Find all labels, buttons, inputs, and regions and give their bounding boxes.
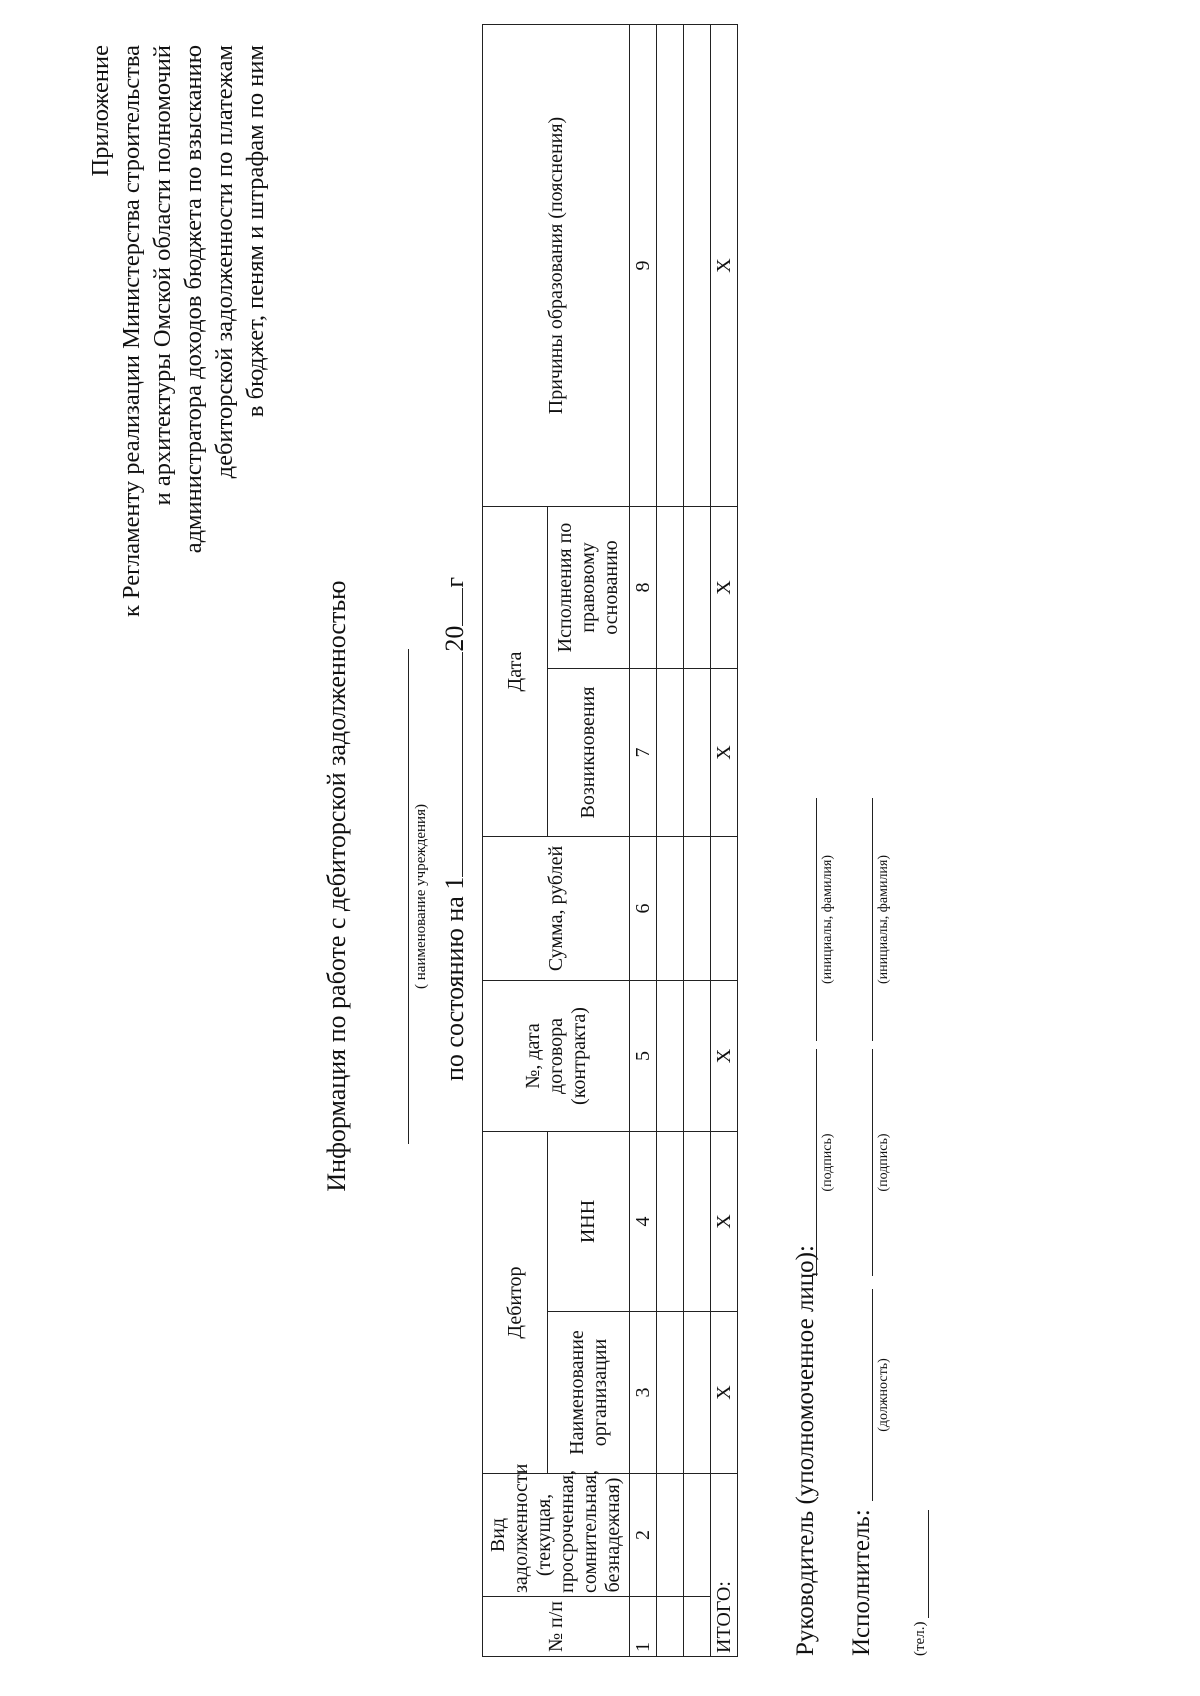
total-sum-cell[interactable] <box>711 837 738 981</box>
organization-name-line[interactable] <box>408 649 409 1144</box>
as-of-year: 20 <box>440 625 469 652</box>
executor-initials-caption: (инициалы, фамилия) <box>876 854 891 985</box>
header-reasons: Причины образования (пояснения) <box>483 25 630 507</box>
as-of-suffix: г <box>440 576 469 588</box>
total-row <box>711 25 738 1657</box>
executor-position-line[interactable] <box>872 1289 873 1501</box>
total-cell: X <box>711 1132 738 1312</box>
table-cell[interactable] <box>684 837 711 981</box>
as-of-day-month-blank[interactable] <box>438 652 463 877</box>
as-of-year-blank[interactable] <box>438 588 463 626</box>
col-number-cell: 2 <box>630 1474 657 1597</box>
col-number-cell: 1 <box>630 1597 657 1657</box>
appendix-line: и архитектуры Омской области полномочий <box>149 45 176 506</box>
table-cell[interactable] <box>684 981 711 1132</box>
table-header-row <box>483 25 548 1657</box>
table-row <box>684 25 711 1657</box>
organization-name-caption: ( наименование учреждения) <box>413 804 429 989</box>
header-debtor: Дебитор <box>483 1132 548 1474</box>
executor-signature-line[interactable] <box>872 1049 873 1276</box>
table-cell[interactable] <box>657 25 684 507</box>
header-date-exec: Исполнения по правовому основанию <box>548 507 630 669</box>
table-row <box>657 25 684 1657</box>
table-cell[interactable] <box>684 669 711 837</box>
header-num: № п/п <box>483 1597 630 1657</box>
header-debt-type: Вид задолженности (текущая, просроченная, сомнительная, безнадежная) <box>483 1474 630 1597</box>
executor-position-caption: (должность) <box>876 1358 891 1432</box>
total-label: ИТОГО: <box>711 1474 738 1657</box>
as-of-prefix: по состоянию на 1 <box>440 876 469 1081</box>
total-cell: X <box>711 25 738 507</box>
header-inn: ИНН <box>548 1132 630 1312</box>
appendix-line: в бюджет, пеням и штрафам по ним <box>242 45 269 418</box>
table-cell[interactable] <box>684 1312 711 1474</box>
col-number-cell: 3 <box>630 1312 657 1474</box>
table-cell[interactable] <box>684 507 711 669</box>
table-cell[interactable] <box>684 1474 711 1597</box>
header-contract: №, дата договора (контракта) <box>483 981 630 1132</box>
head-signature-line[interactable] <box>816 1049 817 1276</box>
appendix-line: к Регламенту реализации Министерства строительства <box>118 45 145 618</box>
table-cell[interactable] <box>657 1474 684 1597</box>
appendix-line: администратора доходов бюджета по взысканию <box>180 45 207 554</box>
document-title: Информация по работе с дебиторской задолженностью <box>322 580 351 1192</box>
header-org-name: Наименование организации <box>548 1312 630 1474</box>
table-cell[interactable] <box>657 837 684 981</box>
total-cell: X <box>711 507 738 669</box>
head-initials-line[interactable] <box>816 798 817 1041</box>
head-initials-caption: (инициалы, фамилия) <box>820 854 835 985</box>
phone-line[interactable] <box>928 1510 929 1618</box>
header-date: Дата <box>483 507 548 837</box>
table-cell[interactable] <box>684 1597 711 1657</box>
table-cell[interactable] <box>657 1597 684 1657</box>
col-number-cell: 6 <box>630 837 657 981</box>
total-cell: X <box>711 669 738 837</box>
executor-initials-line[interactable] <box>872 798 873 1041</box>
table-cell[interactable] <box>684 1132 711 1312</box>
table-cell[interactable] <box>657 1132 684 1312</box>
table-cell[interactable] <box>657 507 684 669</box>
head-signature-caption: (подпись) <box>820 1133 835 1192</box>
col-number-cell: 8 <box>630 507 657 669</box>
table-cell[interactable] <box>657 669 684 837</box>
appendix-line: дебиторской задолженности по платежам <box>211 45 238 479</box>
column-numbers-row <box>630 25 657 1657</box>
table-cell[interactable] <box>657 981 684 1132</box>
phone-label: (тел.) <box>912 1621 928 1656</box>
col-number-cell: 9 <box>630 25 657 507</box>
as-of-date <box>438 577 470 1081</box>
head-label: Руководитель (уполномоченное лицо): <box>792 1245 819 1656</box>
total-cell: X <box>711 1312 738 1474</box>
col-number-cell: 7 <box>630 669 657 837</box>
executor-signature-caption: (подпись) <box>876 1133 891 1192</box>
total-cell: X <box>711 981 738 1132</box>
table-cell[interactable] <box>657 1312 684 1474</box>
appendix-header <box>85 45 271 1145</box>
col-number-cell: 4 <box>630 1132 657 1312</box>
header-date-origin: Возникновения <box>548 669 630 837</box>
table-cell[interactable] <box>684 25 711 507</box>
col-number-cell: 5 <box>630 981 657 1132</box>
executor-label: Исполнитель: <box>848 1509 875 1656</box>
appendix-line: Приложение <box>87 45 114 177</box>
debt-table <box>482 24 738 1657</box>
header-sum: Сумма, рублей <box>483 837 630 981</box>
